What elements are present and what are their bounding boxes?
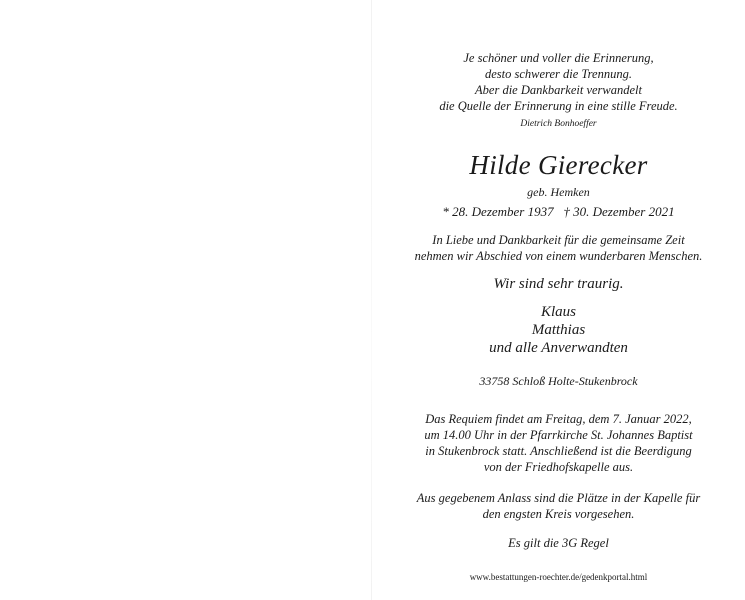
notice-line: Aus gegebenem Anlass sind die Plätze in der Kapelle für	[416, 491, 701, 505]
requiem-info	[372, 411, 745, 475]
obituary-card	[372, 0, 745, 600]
requiem-line: um 14.00 Uhr in der Pfarrkirche St. Johannes Baptist	[424, 428, 693, 442]
covid-rule: Es gilt die 3G Regel	[508, 536, 609, 550]
sad-statement: Wir sind sehr traurig.	[493, 276, 624, 292]
footer-url[interactable]: www.bestattungen-roechter.de/gedenkportal.html	[469, 572, 648, 582]
mourners-list	[372, 303, 745, 357]
farewell-message	[372, 232, 745, 264]
requiem-line: in Stukenbrock statt. Anschließend ist die Beerdigung	[425, 444, 692, 458]
location: 33758 Schloß Holte-Stukenbrock	[479, 374, 638, 388]
life-dates: * 28. Dezember 1937 † 30. Dezember 2021	[442, 204, 675, 219]
quote-line: die Quelle der Erinnerung in eine stille Freude.	[439, 99, 678, 113]
birth-name: geb. Hemken	[527, 185, 590, 199]
seating-notice	[372, 490, 745, 522]
quote-line: Aber die Dankbarkeit verwandelt	[475, 83, 642, 97]
notice-line: den engsten Kreis vorgesehen.	[482, 507, 635, 521]
message-line: nehmen wir Abschied von einem wunderbaren Menschen.	[414, 249, 703, 263]
message-line: In Liebe und Dankbarkeit für die gemeinsame Zeit	[432, 233, 685, 247]
mourner: Matthias	[531, 322, 586, 338]
quote-line: desto schwerer die Trennung.	[485, 67, 632, 81]
deceased-name: Hilde Gierecker	[469, 150, 648, 180]
mourner: und alle Anverwandten	[489, 340, 628, 356]
requiem-line: von der Friedhofskapelle aus.	[483, 460, 634, 474]
mourner: Klaus	[540, 304, 576, 320]
requiem-line: Das Requiem findet am Freitag, dem 7. Januar 2022,	[425, 412, 692, 426]
quote-line: Je schöner und voller die Erinnerung,	[463, 51, 654, 65]
quote-author: Dietrich Bonhoeffer	[520, 119, 597, 129]
memorial-quote	[372, 50, 745, 114]
